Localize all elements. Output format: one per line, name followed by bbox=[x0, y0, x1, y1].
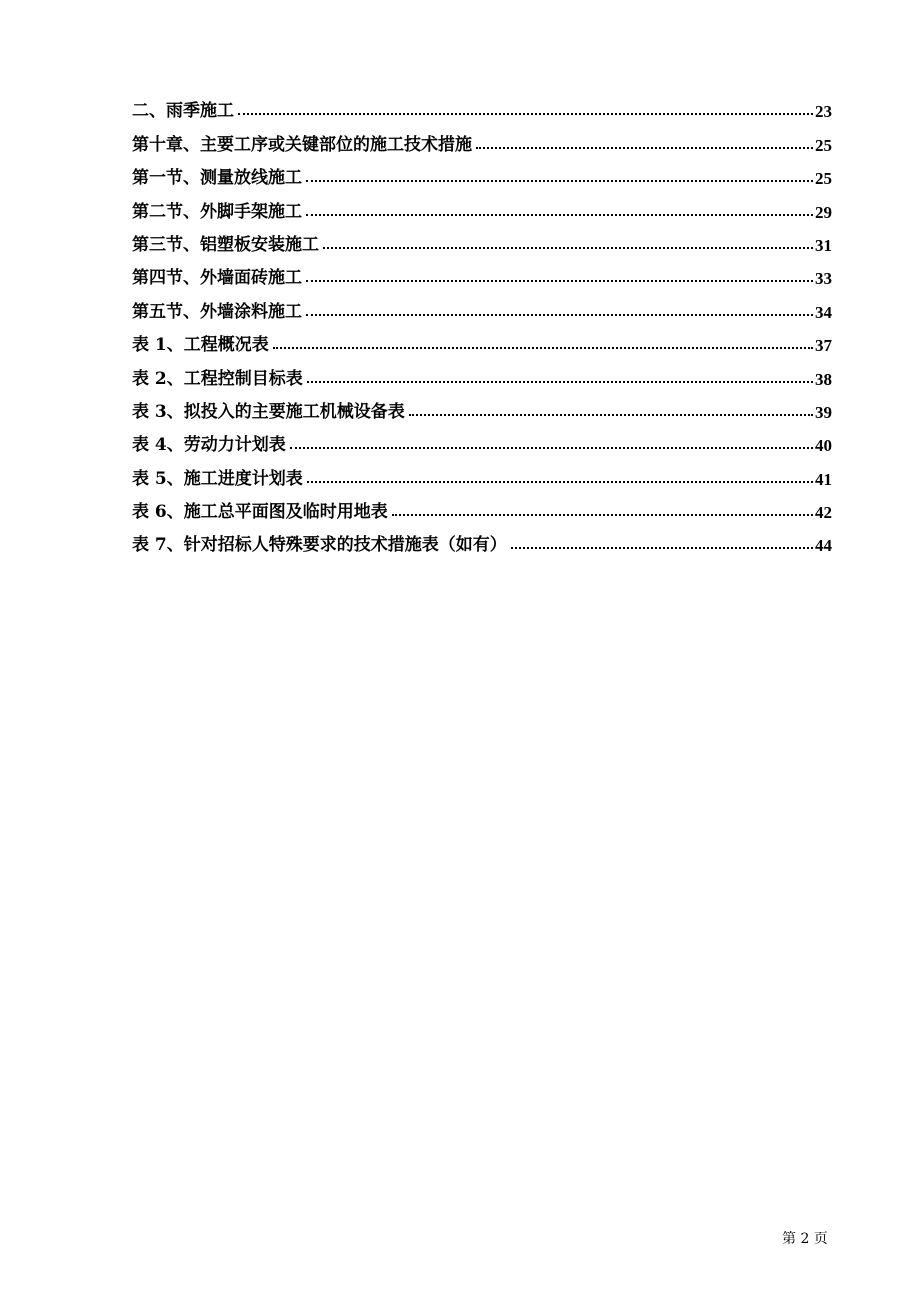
toc-entry-title: 表 6、施工总平面图及临时用地表 bbox=[132, 502, 388, 523]
table-of-contents bbox=[132, 87, 832, 554]
toc-entry[interactable] bbox=[132, 187, 832, 220]
toc-dot-leader bbox=[306, 214, 813, 216]
toc-entry-page: 39 bbox=[815, 402, 832, 422]
toc-entry-title: 第二节、外脚手架施工 bbox=[132, 201, 302, 222]
toc-entry-page: 25 bbox=[815, 135, 832, 155]
toc-dot-leader bbox=[238, 113, 813, 115]
toc-entry-page: 37 bbox=[815, 336, 832, 356]
toc-entry-page: 44 bbox=[815, 536, 832, 556]
toc-entry[interactable] bbox=[132, 521, 832, 554]
toc-entry[interactable] bbox=[132, 287, 832, 320]
toc-dot-leader bbox=[392, 514, 813, 516]
toc-dot-leader bbox=[323, 247, 813, 249]
toc-entry-title: 第十章、主要工序或关键部位的施工技术措施 bbox=[132, 134, 472, 155]
toc-entry-page: 40 bbox=[815, 436, 832, 456]
toc-entry[interactable] bbox=[132, 87, 832, 120]
toc-entry-page: 42 bbox=[815, 503, 832, 523]
toc-entry-page: 29 bbox=[815, 202, 832, 222]
toc-entry-page: 25 bbox=[815, 169, 832, 189]
toc-entry-title: 第五节、外墙涂料施工 bbox=[132, 301, 302, 322]
page-number-footer: 第 2 页 bbox=[782, 1231, 828, 1247]
toc-entry[interactable] bbox=[132, 488, 832, 521]
toc-dot-leader bbox=[306, 180, 813, 182]
toc-dot-leader bbox=[273, 347, 813, 349]
toc-entry-page: 33 bbox=[815, 269, 832, 289]
toc-entry-page: 23 bbox=[815, 102, 832, 122]
toc-dot-leader bbox=[511, 547, 813, 549]
toc-entry[interactable] bbox=[132, 388, 832, 421]
toc-entry[interactable] bbox=[132, 254, 832, 287]
toc-entry-title: 表 2、工程控制目标表 bbox=[132, 368, 303, 389]
toc-entry-title: 第四节、外墙面砖施工 bbox=[132, 268, 302, 289]
toc-entry[interactable] bbox=[132, 154, 832, 187]
toc-entry-title: 表 4、劳动力计划表 bbox=[132, 435, 286, 456]
toc-entry-title: 表 1、工程概况表 bbox=[132, 335, 269, 356]
toc-entry[interactable] bbox=[132, 354, 832, 387]
toc-dot-leader bbox=[307, 481, 813, 483]
toc-entry-title: 二、雨季施工 bbox=[132, 101, 234, 122]
toc-dot-leader bbox=[409, 414, 813, 416]
toc-entry-page: 34 bbox=[815, 302, 832, 322]
toc-entry-title: 第一节、测量放线施工 bbox=[132, 168, 302, 189]
toc-dot-leader bbox=[306, 314, 813, 316]
toc-entry-page: 38 bbox=[815, 369, 832, 389]
toc-entry-title: 第三节、铝塑板安装施工 bbox=[132, 234, 319, 255]
toc-entry-title: 表 5、施工进度计划表 bbox=[132, 468, 303, 489]
toc-entry-page: 31 bbox=[815, 235, 832, 255]
toc-entry-title: 表 7、针对招标人特殊要求的技术措施表（如有） bbox=[132, 535, 507, 556]
toc-dot-leader bbox=[290, 447, 813, 449]
toc-dot-leader bbox=[306, 280, 813, 282]
toc-entry[interactable] bbox=[132, 454, 832, 487]
toc-entry[interactable] bbox=[132, 120, 832, 153]
toc-entry-page: 41 bbox=[815, 469, 832, 489]
toc-dot-leader bbox=[307, 381, 813, 383]
toc-dot-leader bbox=[476, 147, 813, 149]
toc-entry[interactable] bbox=[132, 221, 832, 254]
toc-entry[interactable] bbox=[132, 421, 832, 454]
toc-entry-title: 表 3、拟投入的主要施工机械设备表 bbox=[132, 401, 405, 422]
toc-entry[interactable] bbox=[132, 321, 832, 354]
